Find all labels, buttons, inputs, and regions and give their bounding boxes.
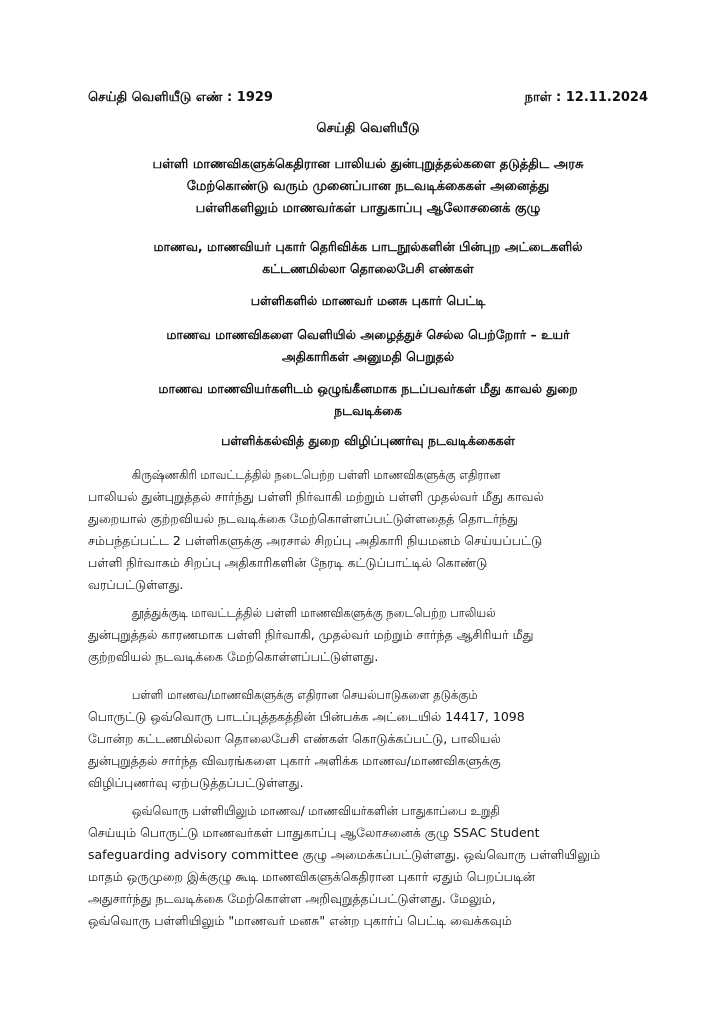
document-title: செய்தி வெளியீடு — [316, 121, 420, 136]
heading-line: பள்ளிகளில் மாணவர் மனசு புகார் பெட்டி — [250, 293, 486, 308]
paragraph-line: அதுசார்ந்து நடவடிக்கை மேற்கொள்ள அறிவுறுத்தப்பட்டுள்ளது. மேலும், — [88, 891, 496, 906]
heading-line: பள்ளிக்கல்வித் துறை விழிப்புணர்வு நடவடிக்கைகள் — [221, 433, 515, 448]
heading-block-1 — [88, 154, 648, 220]
paragraph-line: சம்பந்தப்பட்ட 2 பள்ளிகளுக்கு அரசால் சிறப்பு அதிகாரி நியமனம் செய்யப்பட்டு — [88, 533, 543, 548]
paragraph-line: பாலியல் துன்புறுத்தல் சார்ந்து பள்ளி நிர்வாகி மற்றும் பள்ளி முதல்வர் மீது காவல் — [88, 489, 544, 504]
paragraph-line: தூத்துக்குடி மாவட்டத்தில் பள்ளி மாணவிகளுக்கு நடைபெற்ற பாலியல் — [131, 605, 496, 620]
heading-block-4 — [88, 324, 648, 368]
heading-line: மாணவ, மாணவியர் புகார் தெரிவிக்க பாடநூல்களின் பின்புற அட்டைகளில் — [153, 239, 583, 254]
paragraph-line: துறையால் குற்றவியல் நடவடிக்கை மேற்கொள்ளப்பட்டுள்ளதைத் தொடர்ந்து — [88, 511, 519, 526]
heading-line: கட்டணமில்லா தொலைபேசி எண்கள் — [262, 261, 474, 276]
paragraph-line: safeguarding advisory committee குழு அமைக்கப்பட்டுள்ளது. ஒவ்வொரு பள்ளியிலும் — [88, 847, 601, 862]
paragraph-line: குற்றவியல் நடவடிக்கை மேற்கொள்ளப்பட்டுள்ளது. — [88, 649, 379, 664]
heading-line: நடவடிக்கை — [334, 403, 402, 418]
heading-block-2 — [88, 236, 648, 280]
heading-line: மாணவ மாணவிகளை வெளியில் அழைத்துச் செல்ல பெற்றோர் – உயர் — [166, 327, 570, 342]
header-meta-row — [88, 90, 648, 110]
paragraph-1 — [88, 464, 648, 596]
paragraph-3 — [88, 684, 648, 794]
release-date: நாள் : 12.11.2024 — [524, 90, 648, 105]
heading-block-3 — [88, 290, 648, 312]
paragraph-line: கிருஷ்ணகிரி மாவட்டத்தில் நடைபெற்ற பள்ளி மாணவிகளுக்கு எதிரான — [131, 467, 501, 482]
heading-block-5 — [88, 378, 648, 422]
heading-line: அதிகாரிகள் அனுமதி பெறுதல் — [281, 349, 455, 364]
heading-line: மாணவ மாணவியர்களிடம் ஒழுங்கீனமாக நடப்பவர்கள் மீது காவல் துறை — [158, 381, 578, 396]
release-number: செய்தி வெளியீடு எண் : 1929 — [88, 90, 273, 105]
paragraph-line: ஒவ்வொரு பள்ளியிலும் மாணவ/ மாணவியர்களின் பாதுகாப்பை உறுதி — [131, 803, 500, 818]
paragraph-line: செய்யும் பொருட்டு மாணவர்கள் பாதுகாப்பு ஆலோசனைக் குழு SSAC Student — [88, 825, 540, 840]
paragraph-line: ஒவ்வொரு பள்ளியிலும் "மாணவர் மனசு" என்ற புகார்ப் பெட்டி வைக்கவும் — [88, 913, 512, 928]
paragraph-line: பள்ளி மாணவ/மாணவிகளுக்கு எதிரான செயல்பாடுகளை தடுக்கும் — [131, 687, 478, 702]
paragraph-4 — [88, 800, 648, 932]
paragraph-line: துன்புறுத்தல் சார்ந்த விவரங்களை புகார் அளிக்க மாணவ/மாணவிகளுக்கு — [88, 753, 501, 768]
heading-line: பள்ளிகளிலும் மாணவர்கள் பாதுகாப்பு ஆலோசனைக் குழு — [195, 201, 541, 216]
heading-block-6 — [88, 430, 648, 452]
paragraph-line: விழிப்புணர்வு ஏற்படுத்தப்பட்டுள்ளது. — [88, 775, 304, 790]
paragraph-line: பொருட்டு ஒவ்வொரு பாடப்புத்தகத்தின் பின்பக்க அட்டையில் 14417, 1098 — [88, 709, 525, 724]
heading-line: பள்ளி மாணவிகளுக்கெதிரான பாலியல் துன்புறுத்தல்களை தடுத்திட அரசு — [152, 157, 584, 172]
paragraph-line: துன்புறுத்தல் காரணமாக பள்ளி நிர்வாகி, முதல்வர் மற்றும் சார்ந்த ஆசிரியர் மீது — [88, 627, 534, 642]
heading-line: மேற்கொண்டு வரும் முனைப்பான நடவடிக்கைகள் அனைத்து — [186, 179, 550, 194]
paragraph-line: பள்ளி நிர்வாகம் சிறப்பு அதிகாரிகளின் நேரடி கட்டுப்பாட்டில் கொண்டு — [88, 555, 488, 570]
paragraph-line: வரப்பட்டுள்ளது. — [88, 577, 184, 592]
paragraph-2 — [88, 602, 648, 668]
paragraph-line: மாதம் ஒருமுறை இக்குழு கூடி மாணவிகளுக்கெதிரான புகார் ஏதும் பெறப்படின் — [88, 869, 536, 884]
paragraph-line: போன்ற கட்டணமில்லா தொலைபேசி எண்கள் கொடுக்கப்பட்டு, பாலியல் — [88, 731, 501, 746]
